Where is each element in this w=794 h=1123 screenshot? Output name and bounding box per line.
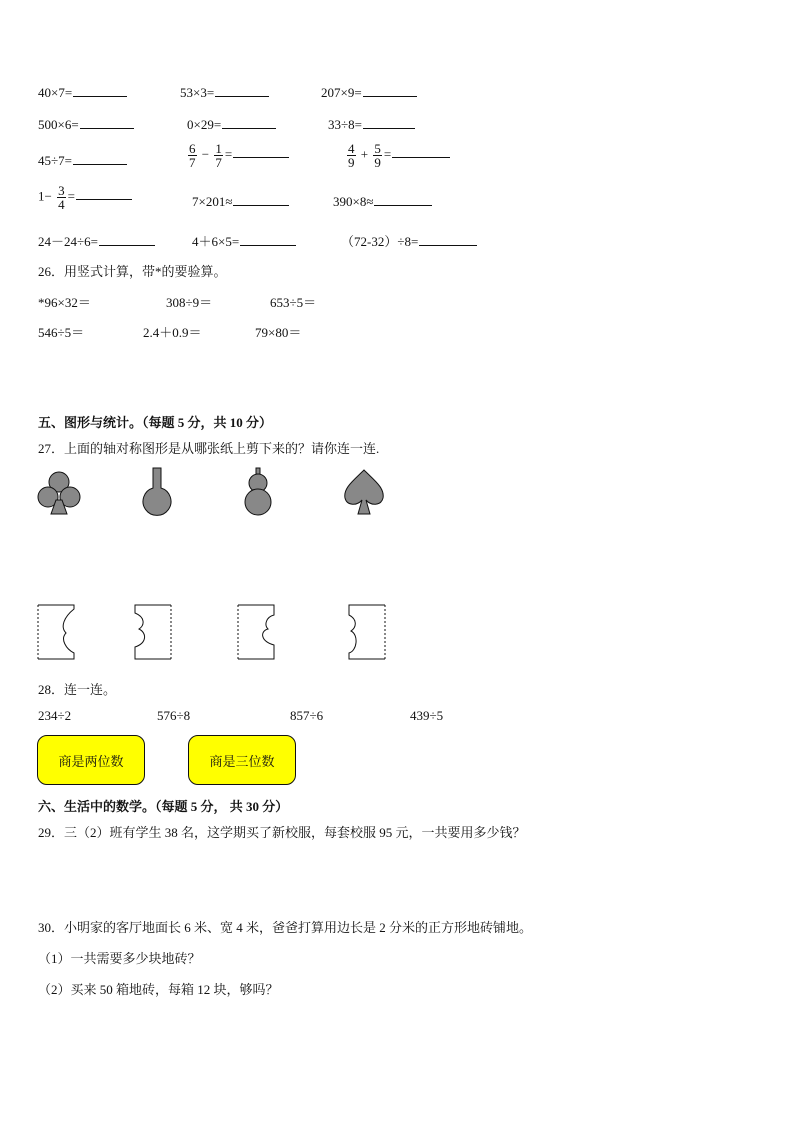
answer-blank[interactable] — [233, 145, 289, 158]
calc-item: 40×7= — [38, 84, 127, 101]
question-text: 30．小明家的客厅地面长 6 米、宽 4 米，爸爸打算用边长是 2 分米的正方形地砖铺地。 — [38, 920, 533, 935]
answer-blank[interactable] — [392, 145, 450, 158]
division-item[interactable]: 234÷2 — [38, 708, 72, 723]
club-icon — [36, 470, 82, 520]
fraction-calc: $\frac{4}{9}$ + $\frac{5}{9}$ = — [345, 142, 450, 169]
answer-box-label: 商是三位数 — [209, 753, 275, 769]
section-title: 六、生活中的数学。（每题 5 分， 共 30 分） — [38, 799, 289, 814]
fraction: $\frac{6}{7}$ — [189, 141, 196, 170]
answer-blank[interactable] — [73, 152, 127, 165]
answer-blank[interactable] — [80, 116, 134, 129]
division-item[interactable]: 857÷6 — [290, 708, 324, 723]
answer-blank[interactable] — [363, 84, 417, 97]
calc-item: 53×3= — [180, 84, 269, 101]
calc-item: 390×8≈ — [333, 193, 432, 210]
flask-icon — [141, 466, 173, 518]
calc-item: 7×201≈ — [192, 193, 289, 210]
cut-paper-4[interactable] — [345, 603, 389, 661]
answer-blank[interactable] — [419, 233, 477, 246]
answer-box-two-digit[interactable] — [37, 735, 145, 785]
calc-item: 79×80＝ — [255, 325, 302, 340]
calc-item: 33÷8= — [328, 116, 415, 133]
fraction: $\frac{4}{9}$ — [348, 141, 355, 170]
cut-paper-2[interactable] — [131, 603, 175, 661]
answer-box-label: 商是两位数 — [58, 753, 124, 769]
answer-blank[interactable] — [76, 187, 132, 200]
answer-blank[interactable] — [363, 116, 415, 129]
fraction-calc: 1− $\frac{3}{4}$ = — [38, 184, 132, 211]
calc-item: 653÷5＝ — [270, 295, 317, 310]
answer-blank[interactable] — [374, 193, 432, 206]
gourd-icon — [243, 466, 273, 518]
calc-item: 0×29= — [187, 116, 276, 133]
question-title: 28．连一连。 — [38, 682, 117, 697]
division-item[interactable]: 439÷5 — [410, 708, 444, 723]
fraction: $\frac{3}{4}$ — [58, 183, 65, 212]
answer-blank[interactable] — [215, 84, 269, 97]
fraction: $\frac{1}{7}$ — [215, 141, 222, 170]
section-title: 五、图形与统计。（每题 5 分，共 10 分） — [38, 415, 273, 430]
answer-blank[interactable] — [233, 193, 289, 206]
calc-item: 2.4＋0.9＝ — [143, 325, 202, 340]
question-title: 27．上面的轴对称图形是从哪张纸上剪下来的？请你连一连. — [38, 441, 380, 456]
calc-item: 308÷9＝ — [166, 295, 213, 310]
calc-item: 546÷5＝ — [38, 325, 85, 340]
cut-paper-3[interactable] — [236, 603, 278, 661]
answer-blank[interactable] — [73, 84, 127, 97]
calc-item: 207×9= — [321, 84, 417, 101]
question-title: 26．用竖式计算，带*的要验算。 — [38, 264, 227, 279]
calc-item: （72-32）÷8= — [341, 231, 477, 250]
calc-item: 45÷7= — [38, 152, 127, 169]
sub-question: （1）一共需要多少块地砖？ — [38, 951, 201, 966]
calc-item: 4＋6×5= — [192, 231, 296, 250]
sub-question: （2）买来 50 箱地砖，每箱 12 块，够吗？ — [38, 982, 279, 997]
division-item[interactable]: 576÷8 — [157, 708, 191, 723]
answer-box-three-digit[interactable] — [188, 735, 296, 785]
calc-item: *96×32＝ — [38, 295, 91, 310]
cut-paper-1[interactable] — [36, 603, 78, 661]
answer-blank[interactable] — [240, 233, 296, 246]
answer-blank[interactable] — [222, 116, 276, 129]
fraction: $\frac{5}{9}$ — [374, 141, 381, 170]
answer-blank[interactable] — [99, 233, 155, 246]
fraction-calc: $\frac{6}{7}$ − $\frac{1}{7}$ = — [186, 142, 289, 169]
calc-item: 24－24÷6= — [38, 231, 155, 250]
question-text: 29．三（2）班有学生 38 名，这学期买了新校服，每套校服 95 元，一共要用多少钱？ — [38, 825, 526, 840]
spade-icon — [341, 468, 387, 518]
calc-item: 500×6= — [38, 116, 134, 133]
